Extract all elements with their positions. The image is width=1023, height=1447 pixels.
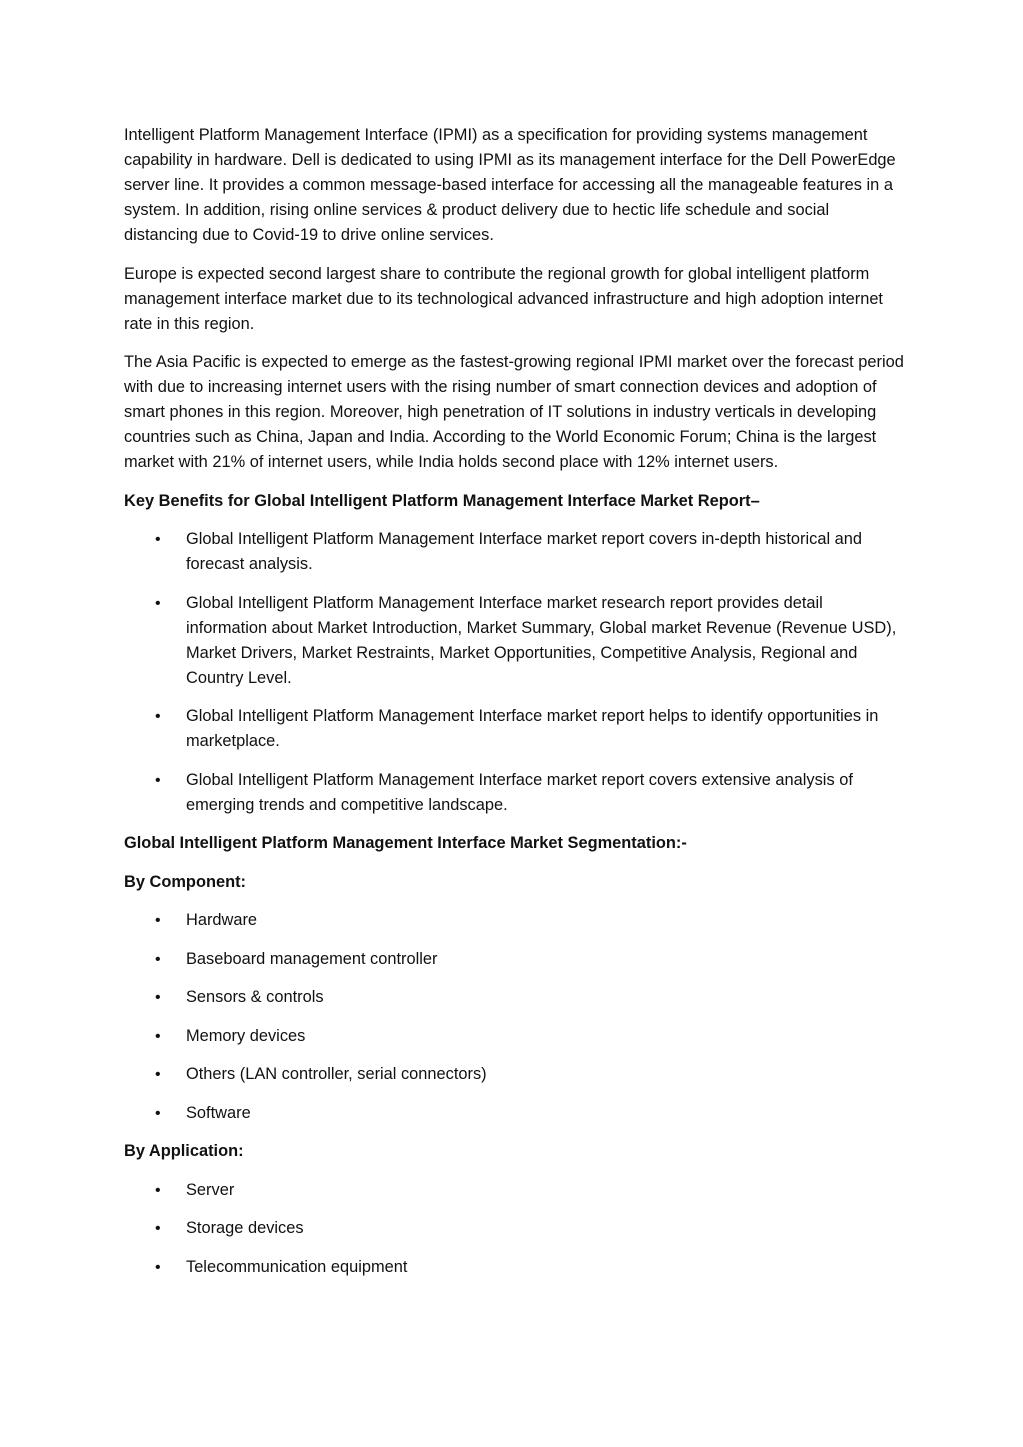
bullet-icon: • <box>155 950 161 968</box>
bullet-icon: • <box>155 771 161 789</box>
document-page <box>124 123 904 1293</box>
list-item: • Sensors & controls <box>124 985 904 1010</box>
list-item: • Baseboard management controller <box>124 947 904 972</box>
bullet-icon: • <box>155 989 161 1006</box>
bullet-icon: • <box>155 1181 161 1199</box>
bullet-icon: • <box>155 1258 161 1276</box>
list-item: • Hardware <box>124 908 904 933</box>
list-item: • Global Intelligent Platform Management Interface market report covers in-depth historical and forecast analysis. <box>124 527 904 577</box>
list-item: • Software <box>124 1101 904 1126</box>
bullet-icon: • <box>155 1220 161 1237</box>
application-list <box>124 1178 904 1280</box>
list-item: • Storage devices <box>124 1216 904 1241</box>
segmentation-heading: Global Intelligent Platform Management Interface Market Segmentation:- <box>124 834 687 852</box>
component-list <box>124 908 904 1126</box>
asia-pacific-paragraph: The Asia Pacific is expected to emerge as the fastest-growing regional IPMI market over the forecast period with due to increasing internet users with the rising number of smart connection devices and adoption of smart phones in this region. Moreover, high penetration of IT solutions in industry verticals in developing countries such as China, Japan and India. According to the World Economic Forum; China is the largest market with 21% of internet users, while India holds second place with 12% internet users. <box>124 353 904 471</box>
list-item: • Global Intelligent Platform Management Interface market report helps to identify opportunities in marketplace. <box>124 704 904 754</box>
list-item: • Global Intelligent Platform Management Interface market report covers extensive analysis of emerging trends and competitive landscape. <box>124 768 904 818</box>
list-item: • Others (LAN controller, serial connectors) <box>124 1062 904 1087</box>
list-item: • Server <box>124 1178 904 1203</box>
bullet-icon: • <box>155 594 161 612</box>
bullet-icon: • <box>155 531 161 548</box>
bullet-icon: • <box>155 1027 161 1045</box>
list-item: • Global Intelligent Platform Management Interface market research report provides detail information about Market Introduction, Market Summary, Global market Revenue (Revenue USD), Market Drivers, Market Restraints, Market Opportunities, Competitive Analysis, Regional and Country Level. <box>124 591 904 691</box>
list-item: • Memory devices <box>124 1024 904 1049</box>
by-application-heading: By Application: <box>124 1142 244 1160</box>
by-component-heading: By Component: <box>124 872 247 891</box>
europe-paragraph: Europe is expected second largest share to contribute the regional growth for global intelligent platform management interface market due to its technological advanced infrastructure and high adoption internet rate in this region. <box>124 264 883 333</box>
bullet-icon: • <box>155 912 161 929</box>
intro-paragraph: Intelligent Platform Management Interface (IPMI) as a specification for providing systems management capability in hardware. Dell is dedicated to using IPMI as its management interface for the Dell PowerEdge server line. It provides a common message-based interface for accessing all the manageable features in a system. In addition, rising online services & product delivery due to hectic life schedule and social distancing due to Covid-19 to drive online services. <box>124 126 896 244</box>
list-item: • Telecommunication equipment <box>124 1255 904 1280</box>
key-benefits-heading: Key Benefits for Global Intelligent Platform Management Interface Market Report– <box>124 491 760 510</box>
bullet-icon: • <box>155 1066 161 1083</box>
bullet-icon: • <box>155 708 161 725</box>
key-benefits-list <box>124 527 904 818</box>
bullet-icon: • <box>155 1104 161 1122</box>
